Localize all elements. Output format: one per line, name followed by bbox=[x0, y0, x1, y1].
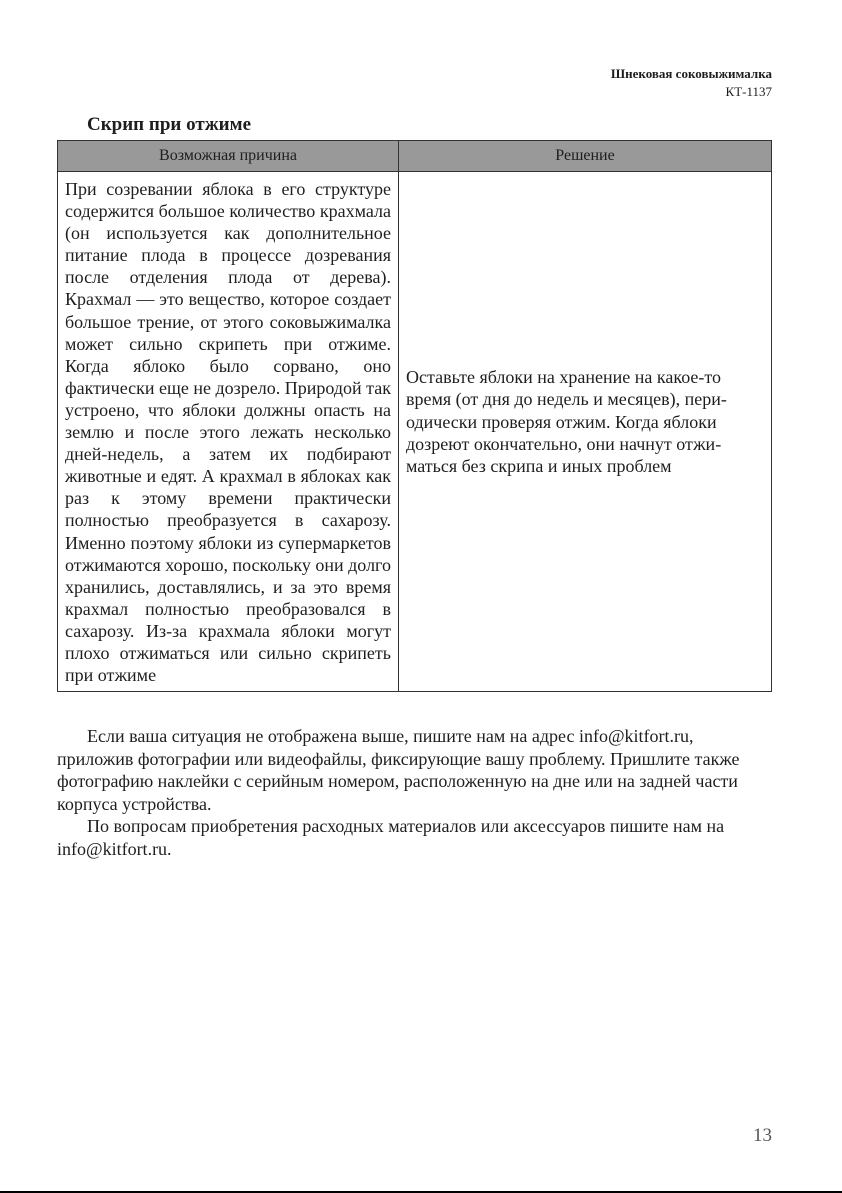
paragraph-contact: Если ваша ситуация не отображена выше, пишите нам на адрес info@kitfort.ru, приложив фотографии или видеофайлы, фиксирующие вашу проблему. Пришлите также фотографию наклейки с серийным номером, расположенную на дне или на задней части корпуса устройства. bbox=[57, 726, 740, 814]
table-row bbox=[58, 172, 772, 692]
cause-cell: При созревании яблока в его структуре содержится большое количество крахмала (он используется как дополнительное питание плода в процессе дозревания после отделения плода от дерева). Крахмал — это вещество, которое создает большое трение, от этого соковыжималка может сильно скрипеть при отжиме. Когда яблоко было сорвано, оно фактически еще не дозрело. Природой так устроено, что яблоки должны опасть на землю и после этого лежать несколько дней-недель, а затем их подбирают животные и едят. А крахмал в яблоках как раз к этому времени практически полностью преобразуется в сахарозу. Именно поэтому яблоки из супермаркетов отжимаются хорошо, поскольку они долго хранились, доставлялись, и за это время крахмал полностью преобразовался в сахарозу. Из-за крахмала яблоки могут плохо отжиматься или сильно скрипеть при отжиме bbox=[58, 172, 399, 692]
page-header bbox=[611, 64, 772, 100]
page-number: 13 bbox=[753, 1125, 772, 1146]
section-title: Скрип при отжиме bbox=[87, 114, 252, 135]
solution-cell: Оставьте яблоки на хранение на какое-то время (от дня до недель и месяцев), периодически проверяя отжим. Когда яблоки дозреют окончательно, они начнут отжиматься без скрипа и иных проблем bbox=[399, 172, 772, 692]
product-name: Шнековая соковыжималка bbox=[610, 66, 772, 81]
column-header-solution: Решение bbox=[399, 141, 772, 172]
troubleshooting-table bbox=[57, 140, 772, 692]
contact-text bbox=[57, 725, 771, 860]
paragraph-accessories: По вопросам приобретения расходных материалов или аксессуаров пишите нам на info@kitfort.ru. bbox=[57, 816, 725, 859]
column-header-cause: Возможная причина bbox=[58, 141, 399, 172]
table-header-row bbox=[58, 141, 772, 172]
model-number: КТ-1137 bbox=[725, 84, 772, 99]
